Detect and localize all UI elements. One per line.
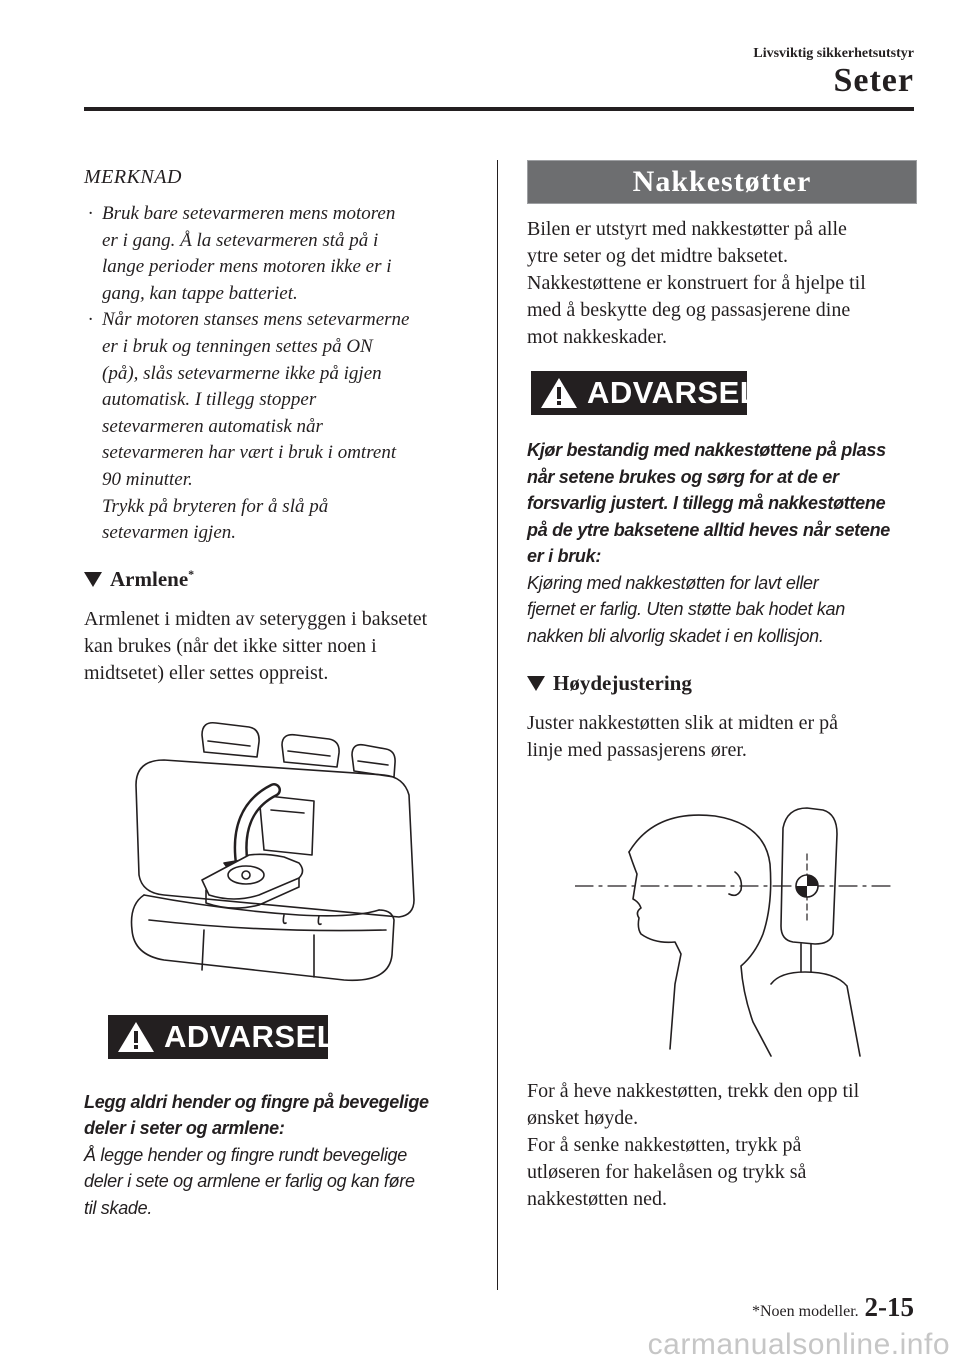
note-line: lange perioder mens motoren ikke er i xyxy=(102,256,392,278)
note-line: setevarmeren har vært i bruk i omtrent xyxy=(102,442,397,464)
section-name: Livsviktig sikkerhetsutstyr xyxy=(753,46,914,61)
footnote: *Noen modeller. xyxy=(752,1303,859,1320)
page-title: Seter xyxy=(833,62,914,99)
warning-label: ADVARSEL xyxy=(587,375,760,410)
warning-badge xyxy=(108,1015,337,1059)
triangle-marker-icon xyxy=(527,676,545,691)
bullet-icon: · xyxy=(88,309,93,331)
note-line: er i gang. Å la setevarmeren stå på i xyxy=(102,229,379,251)
armrest-text: Armlenet i midten av seteryggen i baksetet kan brukes (når det ikke sitter noen i midtsetet) eller settes oppreist. xyxy=(84,607,428,684)
warning-text: Kjør bestandig med nakkestøttene på plass når setene brukes og sørg for at de er forsvarlig justert. I tillegg må nakkestøttene på de ytre baksetene alltid heves når setene er i bruk: Kjøring med nakkestøtten for lavt eller fjernet er farlig. Uten støtte bak hodet kan nakken bli alvorlig skadet i en kollisjon. xyxy=(527,440,890,646)
note-line: setevarmen igjen. xyxy=(102,522,237,544)
section-heading: Nakkestøtter xyxy=(527,160,917,204)
height-adjust-heading xyxy=(527,671,917,696)
height-adjust-heading-text: Høydejustering xyxy=(553,671,692,695)
armrest-heading-text: Armlene* xyxy=(110,566,195,591)
header-rule xyxy=(84,107,914,111)
warning-triangle-icon xyxy=(539,376,579,410)
left-column xyxy=(84,160,474,1221)
note-line: setevarmeren automatisk når xyxy=(102,415,323,437)
note-line: Bruk bare setevarmeren mens motoren xyxy=(102,203,396,224)
armrest-heading xyxy=(84,567,474,592)
note-line: er i bruk og tenningen settes på ON xyxy=(102,335,373,357)
warning-text: Legg aldri hender og fingre på bevegelige deler i seter og armlene: Å legge hender og fingre rundt bevegelige deler i sete og armlene er farlig og kan føre til skade. xyxy=(84,1091,429,1218)
right-column xyxy=(527,160,917,1213)
height-adjust-text: Juster nakkestøtten slik at midten er på linje med passasjerens ører. xyxy=(527,712,839,761)
headrest-intro: Bilen er utstyrt med nakkestøtter på alle ytre seter og det midtre baksetet. Nakkestøttene er konstruert for å hjelpe til med å beskytte deg og passasjerene dine mot nakkeskader. xyxy=(527,218,866,348)
note-line: (på), slås setevarmerne ikke på igjen xyxy=(102,362,382,384)
note-item xyxy=(84,307,474,546)
column-divider xyxy=(497,160,498,1290)
bullet-icon: · xyxy=(88,203,93,224)
note-list xyxy=(84,201,474,547)
raise-lower-text: For å heve nakkestøtten, trekk den opp til ønsket høyde. For å senke nakkestøtten, trykk på utløseren for hakelåsen og trykk så nakkestøtten ned. xyxy=(527,1080,860,1210)
note-title: MERKNAD xyxy=(84,166,182,188)
note-line: 90 minutter. xyxy=(102,468,193,490)
note-item xyxy=(84,201,474,307)
headrest-alignment-illustration xyxy=(575,794,895,1064)
triangle-marker-icon xyxy=(84,572,102,587)
page-number: 2-15 xyxy=(864,1292,914,1322)
warning-triangle-icon xyxy=(116,1020,156,1054)
warning-badge xyxy=(531,371,760,415)
watermark: carmanualsonline.info xyxy=(647,1328,950,1361)
warning-label: ADVARSEL xyxy=(164,1018,337,1054)
note-line: gang, kan tappe batteriet. xyxy=(102,282,298,304)
note-line: Når motoren stanses mens setevarmerne xyxy=(102,309,410,331)
note-line: Trykk på bryteren for å slå på xyxy=(102,495,329,517)
note-line: automatisk. I tillegg stopper xyxy=(102,389,317,411)
rear-seat-armrest-illustration xyxy=(124,715,424,985)
